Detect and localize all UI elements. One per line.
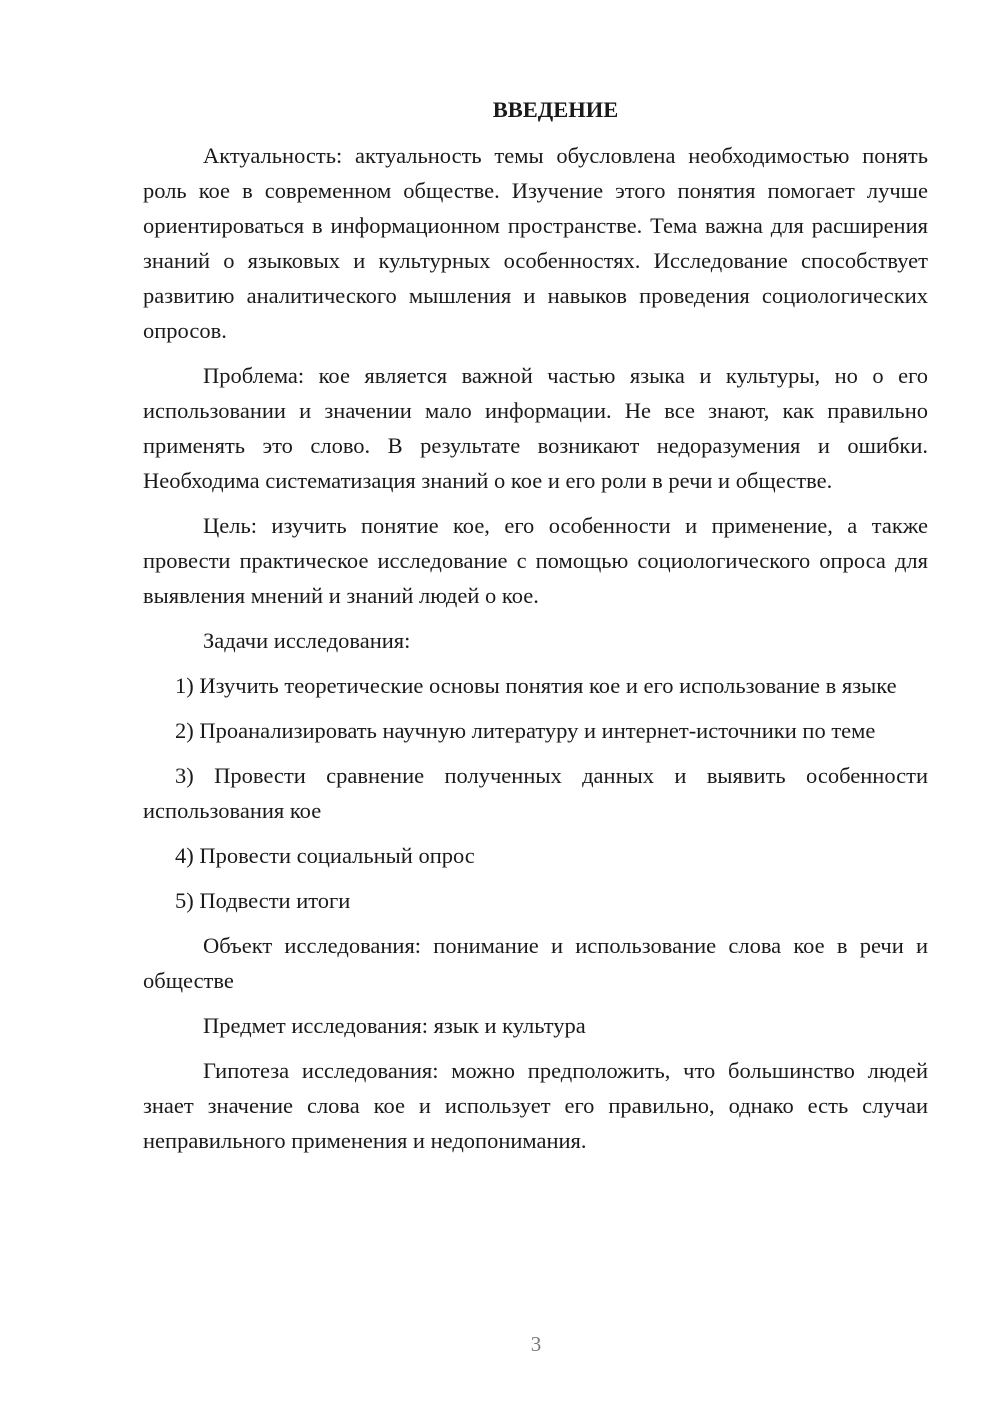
list-item: 3) Провести сравнение полученных данных и выявить особенности использования кое [143,763,928,823]
tasks-list [143,668,928,918]
problem-paragraph: Проблема: кое является важной частью языка и культуры, но о его использовании и значении мало информации. Не все знают, как правильно применять это слово. В результате возникают недоразумения и ошибки. Необходима систематизация знаний о кое и его роли в речи и обществе. [143,363,928,493]
page-number: 3 [530,1332,542,1356]
hypothesis-paragraph: Гипотеза исследования: можно предположить, что большинство людей знает значение слова кое и использует его правильно, однако есть случаи неправильного применения и недопонимания. [143,1058,928,1153]
list-item: 5) Подвести итоги [175,888,351,913]
tasks-heading: Задачи исследования: [203,628,411,653]
page-title: ВВЕДЕНИЕ [492,97,619,122]
list-item: 4) Провести социальный опрос [175,843,475,868]
relevance-paragraph: Актуальность: актуальность темы обусловлена необходимостью понять роль кое в современном обществе. Изучение этого понятия помогает лучше ориентироваться в информационном пространстве. Тема важна для расширения знаний о языковых и культурных особенностях. Исследование способствует развитию аналитического мышления и навыков проведения социологических опросов. [143,143,928,343]
page-content [143,92,928,1168]
subject-paragraph: Предмет исследования: язык и культура [203,1013,586,1038]
list-item: 2) Проанализировать научную литературу и интернет-источники по теме [175,718,876,743]
goal-paragraph: Цель: изучить понятие кое, его особенности и применение, а также провести практическое исследование с помощью социологического опроса для выявления мнений и знаний людей о кое. [143,513,928,608]
list-item: 1) Изучить теоретические основы понятия кое и его использование в языке [175,673,897,698]
object-paragraph: Объект исследования: понимание и использование слова кое в речи и обществе [143,933,928,993]
